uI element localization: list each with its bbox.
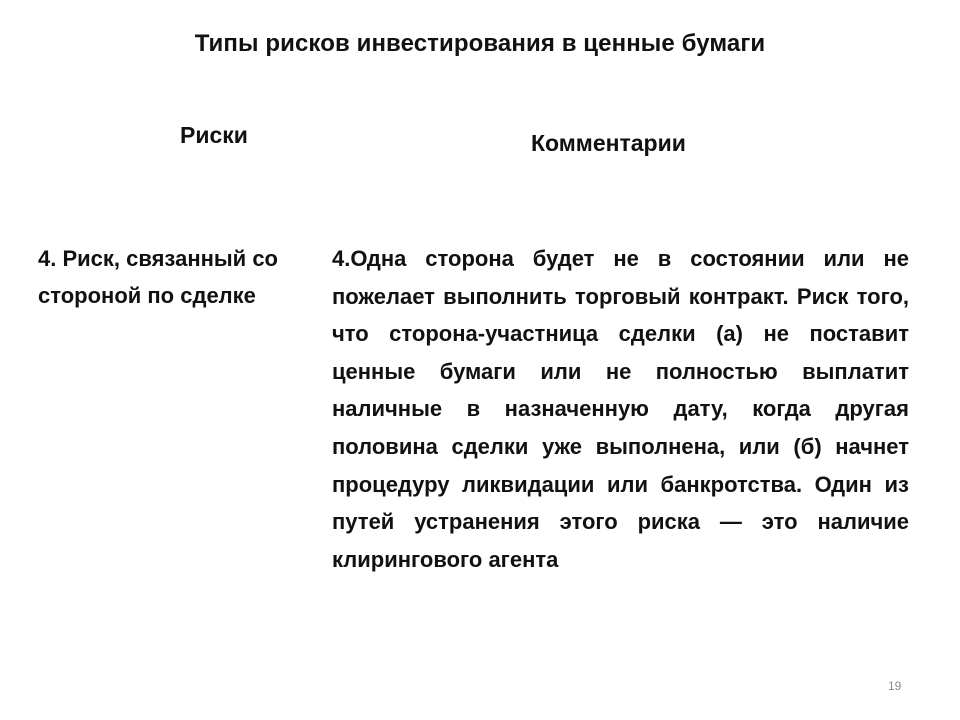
slide-title: Типы рисков инвестирования в ценные бумаги xyxy=(194,30,766,57)
risk-comment: 4.Одна сторона будет не в состоянии или не пожелает выполнить торговый контракт. Риск того, что сторона-участница сделки (а) не поставит ценные бумаги или не полностью выплатит наличные в назначенную дату, когда другая половина сделки уже выполнена, или (б) начнет процедуру ликвидации или банкротства. Один из путей устранения этого риска — это наличие клирингового агента xyxy=(332,246,909,572)
risk-item: 4. Риск, связанный со стороной по сделке xyxy=(38,246,278,308)
comments-column-header: Комментарии xyxy=(531,130,686,156)
page-number: 19 xyxy=(888,679,902,693)
risks-column-header: Риски xyxy=(180,122,248,148)
